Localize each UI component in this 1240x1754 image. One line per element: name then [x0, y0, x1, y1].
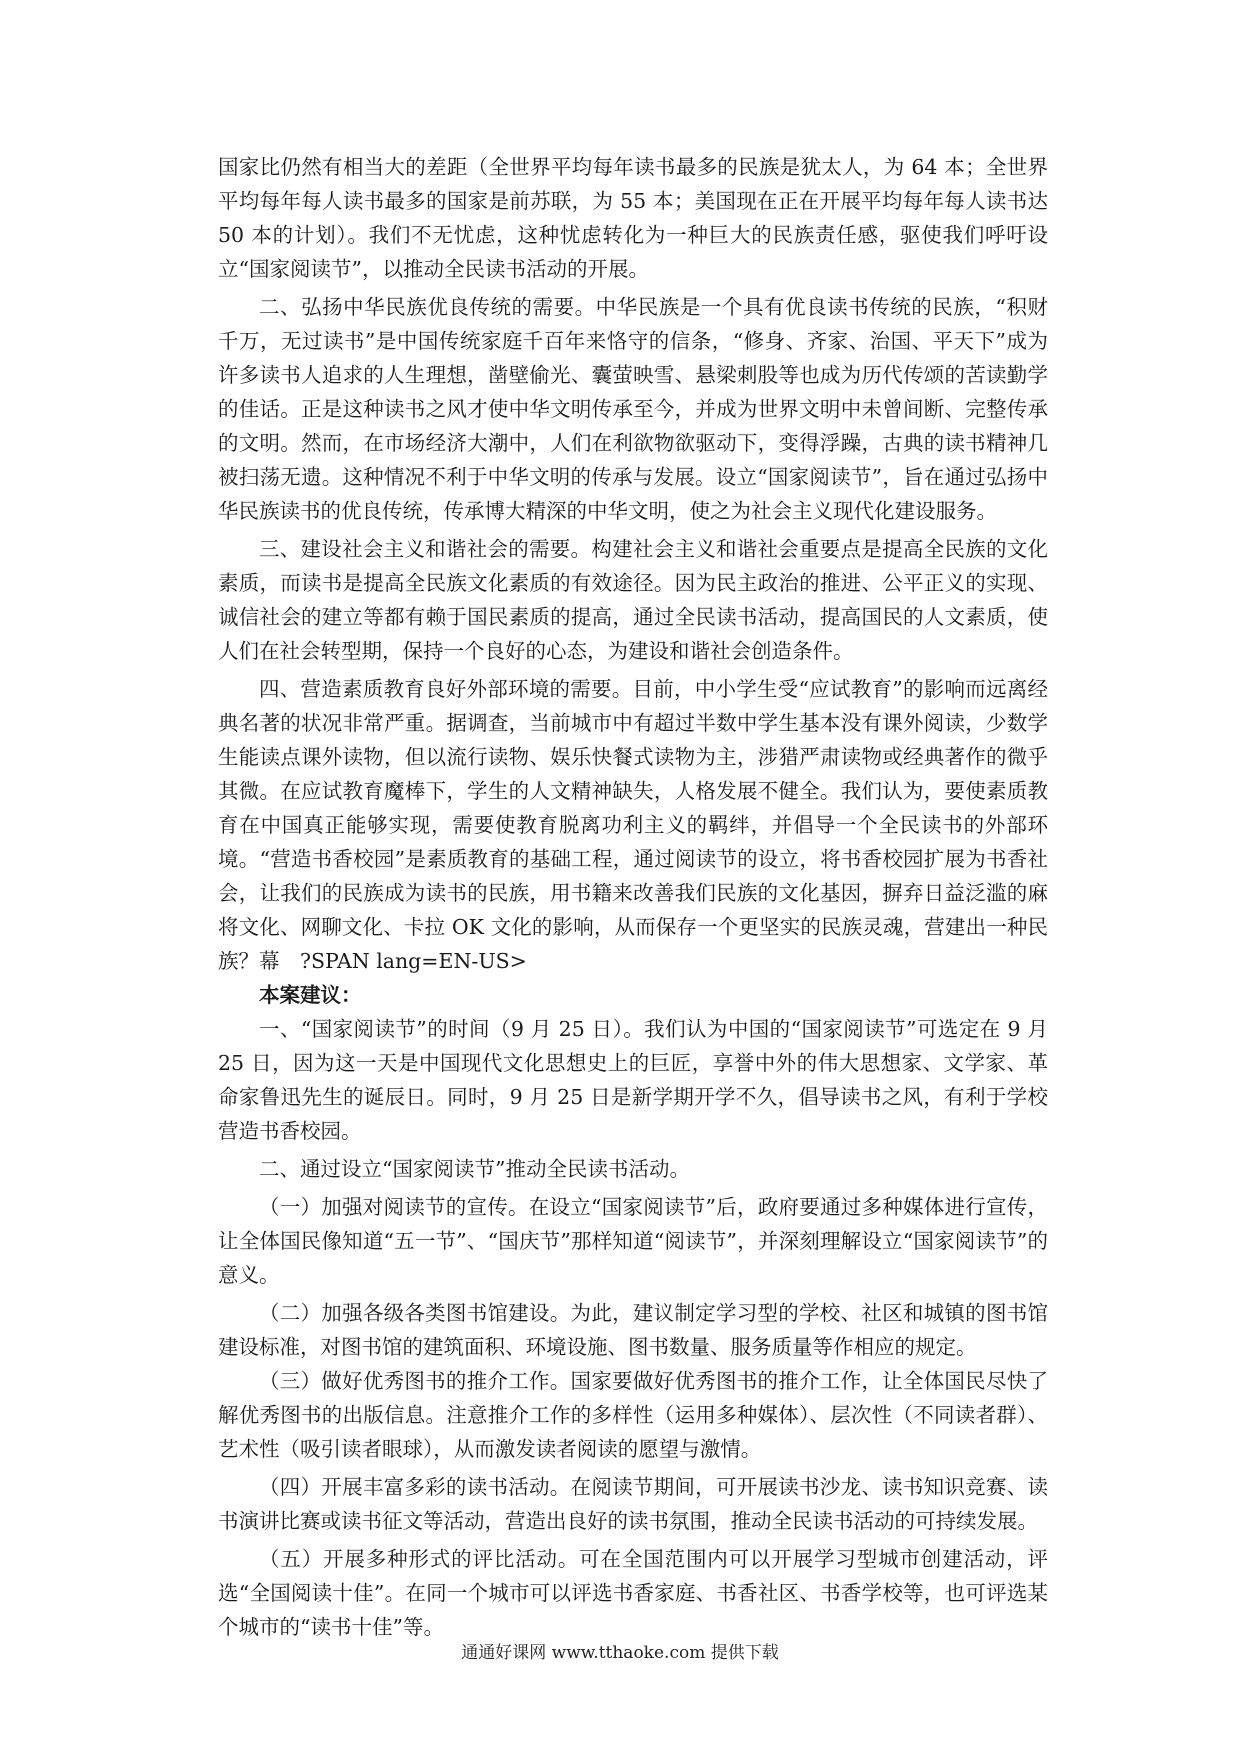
- paragraph-continuation: 国家比仍然有相当大的差距（全世界平均每年读书最多的民族是犹太人，为 64 本；全世界平均每年每人读书最多的国家是前苏联，为 55 本；美国现在正在开展平均每年每人读书达 50 本的计划）。我们不无忧虑，这种忧虑转化为一种巨大的民族责任感，驱使我们呼吁设立“国家阅读节”，以推动全民读书活动的开展。: [218, 155, 1048, 281]
- suggestion-item-4: （四）开展丰富多彩的读书活动。在阅读节期间，可开展读书沙龙、读书知识竞赛、读书演讲比赛或读书征文等活动，营造出良好的读书氛围，推动全民读书活动的可持续发展。: [218, 1475, 1048, 1533]
- suggestion-item-1: （一）加强对阅读节的宣传。在设立“国家阅读节”后，政府要通过多种媒体进行宣传，让全体国民像知道“五一节”、“国庆节”那样知道“阅读节”，并深刻理解设立“国家阅读节”的意义。: [218, 1195, 1048, 1287]
- section-heading: 本案建议：: [259, 983, 362, 1007]
- suggestion-promote: 二、通过设立“国家阅读节”推动全民读书活动。: [259, 1157, 690, 1181]
- paragraph-harmonious-society: 三、建设社会主义和谐社会的需要。构建社会主义和谐社会重要点是提高全民族的文化素质，而读书是提高全民族文化素质的有效途径。因为民主政治的推进、公平正义的实现、诚信社会的建立等都有赖于国民素质的提高，通过全民读书活动，提高国民的人文素质，使人们在社会转型期，保持一个良好的心态，为建设和谐社会创造条件。: [218, 537, 1048, 663]
- paragraph-tradition: 二、弘扬中华民族优良传统的需要。中华民族是一个具有优良读书传统的民族，“积财千万，无过读书”是中国传统家庭千百年来恪守的信条，“修身、齐家、治国、平天下”成为许多读书人追求的人生理想，凿壁偷光、囊萤映雪、悬梁刺股等也成为历代传颂的苦读勤学的佳话。正是这种读书之风才使中华文明传承至今，并成为世界文明中未曾间断、完整传承的文明。然而，在市场经济大潮中，人们在利欲物欲驱动下，变得浮躁，古典的读书精神几被扫荡无遗。这种情况不利于中华文明的传承与发展。设立“国家阅读节”，旨在通过弘扬中华民族读书的优良传统，传承博大精深的中华文明，使之为社会主义现代化建设服务。: [218, 295, 1048, 523]
- suggestion-item-5: （五）开展多种形式的评比活动。可在全国范围内可以开展学习型城市创建活动，评选“全国阅读十佳”。在同一个城市可以评选书香家庭、书香社区、书香学校等，也可评选某个城市的“读书十佳”等。: [218, 1547, 1048, 1639]
- suggestion-date: 一、“国家阅读节”的时间（9 月 25 日）。我们认为中国的“国家阅读节”可选定在 9 月 25 日，因为这一天是中国现代文化思想史上的巨匠，享誉中外的伟大思想家、文学家、革命家鲁迅先生的诞辰日。同时，9 月 25 日是新学期开学不久，倡导读书之风，有利于学校营造书香校园。: [218, 1017, 1048, 1143]
- page-footer: 通通好课网 www.tthaoke.com 提供下载: [461, 1643, 779, 1663]
- suggestion-item-3: （三）做好优秀图书的推介工作。国家要做好优秀图书的推介工作，让全体国民尽快了解优秀图书的出版信息。注意推介工作的多样性（运用多种媒体）、层次性（不同读者群）、艺术性（吸引读者眼球），从而激发读者阅读的愿望与激情。: [218, 1369, 1048, 1461]
- document-body: [218, 150, 1048, 1644]
- paragraph-quality-education: 四、营造素质教育良好外部环境的需要。目前，中小学生受“应试教育”的影响而远离经典名著的状况非常严重。据调查，当前城市中有超过半数中学生基本没有课外阅读，少数学生能读点课外读物，但以流行读物、娱乐快餐式读物为主，涉猎严肃读物或经典著作的微乎其微。在应试教育魔棒下，学生的人文精神缺失，人格发展不健全。我们认为，要使素质教育在中国真正能够实现，需要使教育脱离功利主义的羁绊，并倡导一个全民读书的外部环境。“营造书香校园”是素质教育的基础工程，通过阅读节的设立，将书香校园扩展为书香社会，让我们的民族成为读书的民族，用书籍来改善我们民族的文化基因，摒弃日益泛滥的麻将文化、网聊文化、卡拉 OK 文化的影响，从而保存一个更坚实的民族灵魂，营建出一种民族？幕 ?SPAN lang=EN-US>: [218, 677, 1048, 973]
- suggestion-item-2: （二）加强各级各类图书馆建设。为此，建议制定学习型的学校、社区和城镇的图书馆建设标准，对图书馆的建筑面积、环境设施、图书数量、服务质量等作相应的规定。: [218, 1301, 1048, 1359]
